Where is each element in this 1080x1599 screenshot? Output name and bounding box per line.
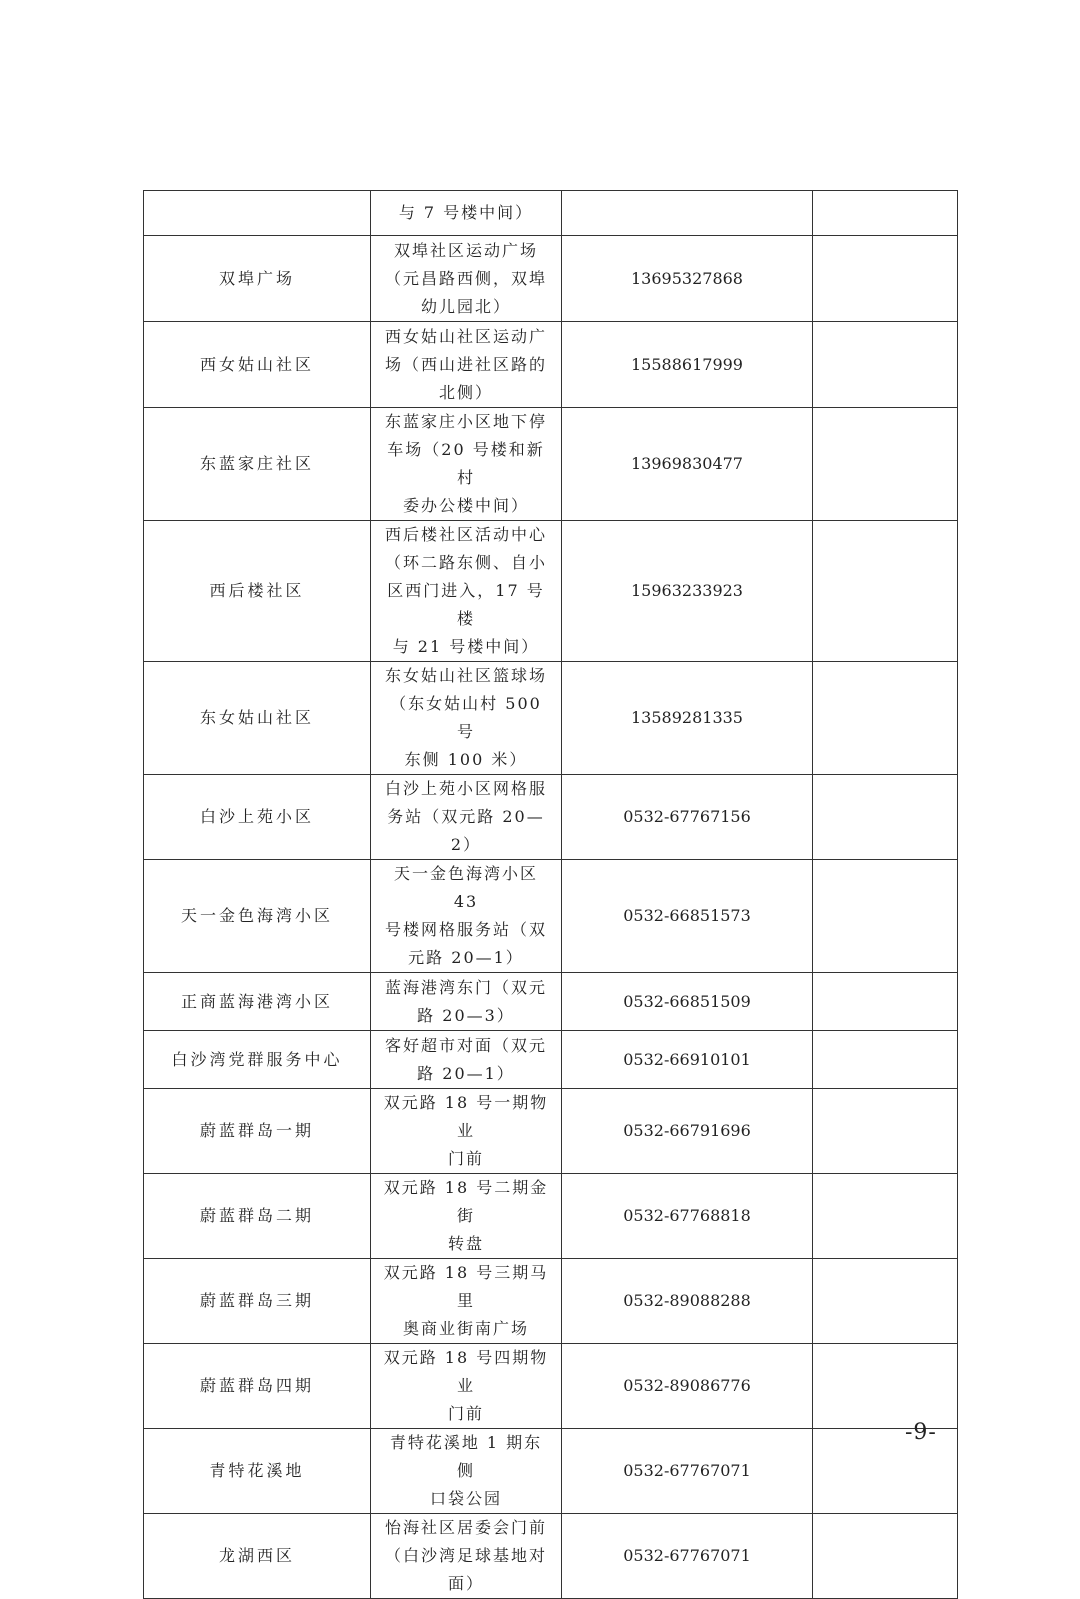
address-line: 青特花溪地 1 期东侧 [389, 1433, 543, 1480]
site-name-cell: 西后楼社区 [144, 521, 371, 662]
site-name-cell: 蔚蓝群岛二期 [144, 1174, 371, 1259]
address-line: 客好超市对面（双元 [384, 1035, 547, 1055]
address-line: （东女姑山村 500 号 [390, 694, 542, 741]
site-remark-cell [813, 1031, 958, 1089]
table-row [144, 1514, 958, 1599]
address-line: 奥商业街南广场 [402, 1319, 529, 1338]
site-remark-cell [813, 236, 958, 322]
site-name-cell: 天一金色海湾小区 [144, 860, 371, 973]
sites-table [143, 190, 958, 1599]
site-name-cell: 东女姑山社区 [144, 662, 371, 775]
site-phone-cell: 0532-67767156 [562, 775, 813, 860]
site-name-cell: 双埠广场 [144, 236, 371, 322]
site-address-cell [371, 1514, 562, 1599]
site-phone-cell: 0532-66851573 [562, 860, 813, 973]
site-phone-cell: 0532-67767071 [562, 1429, 813, 1514]
table-row [144, 236, 958, 322]
table-row [144, 322, 958, 408]
address-line: 双元路 18 号四期物业 [383, 1348, 549, 1395]
site-remark-cell [813, 662, 958, 775]
site-name-cell: 蔚蓝群岛一期 [144, 1089, 371, 1174]
site-address-cell [371, 322, 562, 408]
site-phone-cell [562, 191, 813, 236]
site-remark-cell [813, 775, 958, 860]
site-address-cell [371, 775, 562, 860]
table-row [144, 1174, 958, 1259]
site-name-cell: 白沙上苑小区 [144, 775, 371, 860]
address-line: （元昌路西侧，双埠 [384, 268, 547, 288]
site-remark-cell [813, 1174, 958, 1259]
site-phone-cell: 15963233923 [562, 521, 813, 662]
site-address-cell [371, 1031, 562, 1089]
site-remark-cell [813, 1259, 958, 1344]
site-phone-cell: 0532-66851509 [562, 973, 813, 1031]
site-remark-cell [813, 521, 958, 662]
table-row [144, 860, 958, 973]
site-name-cell [144, 191, 371, 236]
site-name-cell: 蔚蓝群岛四期 [144, 1344, 371, 1429]
address-line: 东女姑山社区篮球场 [384, 666, 547, 685]
site-phone-cell: 0532-89088288 [562, 1259, 813, 1344]
address-line: 区西门进入，17 号楼 [387, 581, 545, 628]
site-remark-cell [813, 1344, 958, 1429]
address-line: 西女姑山社区运动广 [384, 326, 547, 346]
table-row [144, 521, 958, 662]
address-line: 口袋公园 [429, 1489, 502, 1508]
address-line: 门前 [447, 1149, 484, 1168]
site-phone-cell: 0532-67768818 [562, 1174, 813, 1259]
site-address-cell [371, 1259, 562, 1344]
table-row [144, 1429, 958, 1514]
site-name-cell: 蔚蓝群岛三期 [144, 1259, 371, 1344]
table-row [144, 1344, 958, 1429]
site-phone-cell: 0532-67767071 [562, 1514, 813, 1599]
address-line: 天一金色海湾小区 43 [393, 864, 538, 911]
site-remark-cell [813, 860, 958, 973]
address-line: 双元路 18 号三期马里 [383, 1263, 549, 1310]
address-line: （白沙湾足球基地对 [384, 1546, 547, 1565]
site-address-cell [371, 521, 562, 662]
site-phone-cell: 0532-66910101 [562, 1031, 813, 1089]
site-remark-cell [813, 1089, 958, 1174]
table-row [144, 191, 958, 236]
address-line: 号楼网格服务站（双 [384, 920, 547, 939]
site-phone-cell: 15588617999 [562, 322, 813, 408]
address-line: 东侧 100 米） [404, 750, 528, 769]
site-address-cell [371, 973, 562, 1031]
table-row [144, 408, 958, 521]
site-phone-cell: 0532-89086776 [562, 1344, 813, 1429]
address-line: 北侧） [438, 382, 493, 402]
site-name-cell: 西女姑山社区 [144, 322, 371, 408]
address-line: 门前 [447, 1404, 484, 1423]
site-address-cell [371, 1344, 562, 1429]
table-row [144, 973, 958, 1031]
address-line: 场（西山进社区路的 [384, 354, 547, 374]
address-line: 委办公楼中间） [402, 496, 529, 515]
site-address-cell [371, 860, 562, 973]
address-line: 车场（20 号楼和新村 [387, 440, 545, 487]
site-address-cell [371, 1089, 562, 1174]
address-line: 路 20—1） [417, 1063, 515, 1083]
address-line: 东蓝家庄小区地下停 [384, 412, 547, 431]
site-name-cell: 东蓝家庄社区 [144, 408, 371, 521]
address-line: 元路 20—1） [408, 948, 524, 967]
page-number: -9- [905, 1420, 937, 1445]
site-address-cell [371, 236, 562, 322]
table-row [144, 1031, 958, 1089]
table-row [144, 1259, 958, 1344]
address-line: 路 20—3） [417, 1005, 515, 1025]
table-row [144, 775, 958, 860]
site-address-cell [371, 191, 562, 236]
site-phone-cell: 13589281335 [562, 662, 813, 775]
address-line: 务站（双元路 20—2） [387, 807, 545, 854]
address-line: 西后楼社区活动中心 [384, 525, 547, 544]
address-line: 与 21 号楼中间） [392, 637, 540, 656]
site-phone-cell: 13969830477 [562, 408, 813, 521]
table-row [144, 1089, 958, 1174]
address-line: 双元路 18 号一期物业 [383, 1093, 549, 1140]
site-address-cell [371, 1174, 562, 1259]
site-remark-cell [813, 322, 958, 408]
address-line: 转盘 [447, 1234, 484, 1253]
site-address-cell [371, 408, 562, 521]
site-remark-cell [813, 1514, 958, 1599]
address-line: 双元路 18 号二期金街 [383, 1178, 549, 1225]
address-line: 面） [447, 1574, 484, 1593]
site-phone-cell: 0532-66791696 [562, 1089, 813, 1174]
site-address-cell [371, 662, 562, 775]
site-remark-cell [813, 191, 958, 236]
address-line: （环二路东侧、自小 [384, 553, 547, 572]
table-row [144, 662, 958, 775]
site-remark-cell [813, 408, 958, 521]
site-address-cell [371, 1429, 562, 1514]
site-phone-cell: 13695327868 [562, 236, 813, 322]
table-body [144, 191, 958, 1599]
address-line: 白沙上苑小区网格服 [384, 779, 547, 798]
address-line: 蓝海港湾东门（双元 [384, 977, 547, 997]
address-line: 双埠社区运动广场 [393, 240, 538, 260]
site-remark-cell [813, 973, 958, 1031]
site-name-cell: 青特花溪地 [144, 1429, 371, 1514]
address-line: 与 7 号楼中间） [398, 203, 534, 222]
site-name-cell: 龙湖西区 [144, 1514, 371, 1599]
address-line: 幼儿园北） [420, 296, 511, 316]
site-name-cell: 正商蓝海港湾小区 [144, 973, 371, 1031]
site-name-cell: 白沙湾党群服务中心 [144, 1031, 371, 1089]
address-line: 怡海社区居委会门前 [384, 1518, 547, 1537]
